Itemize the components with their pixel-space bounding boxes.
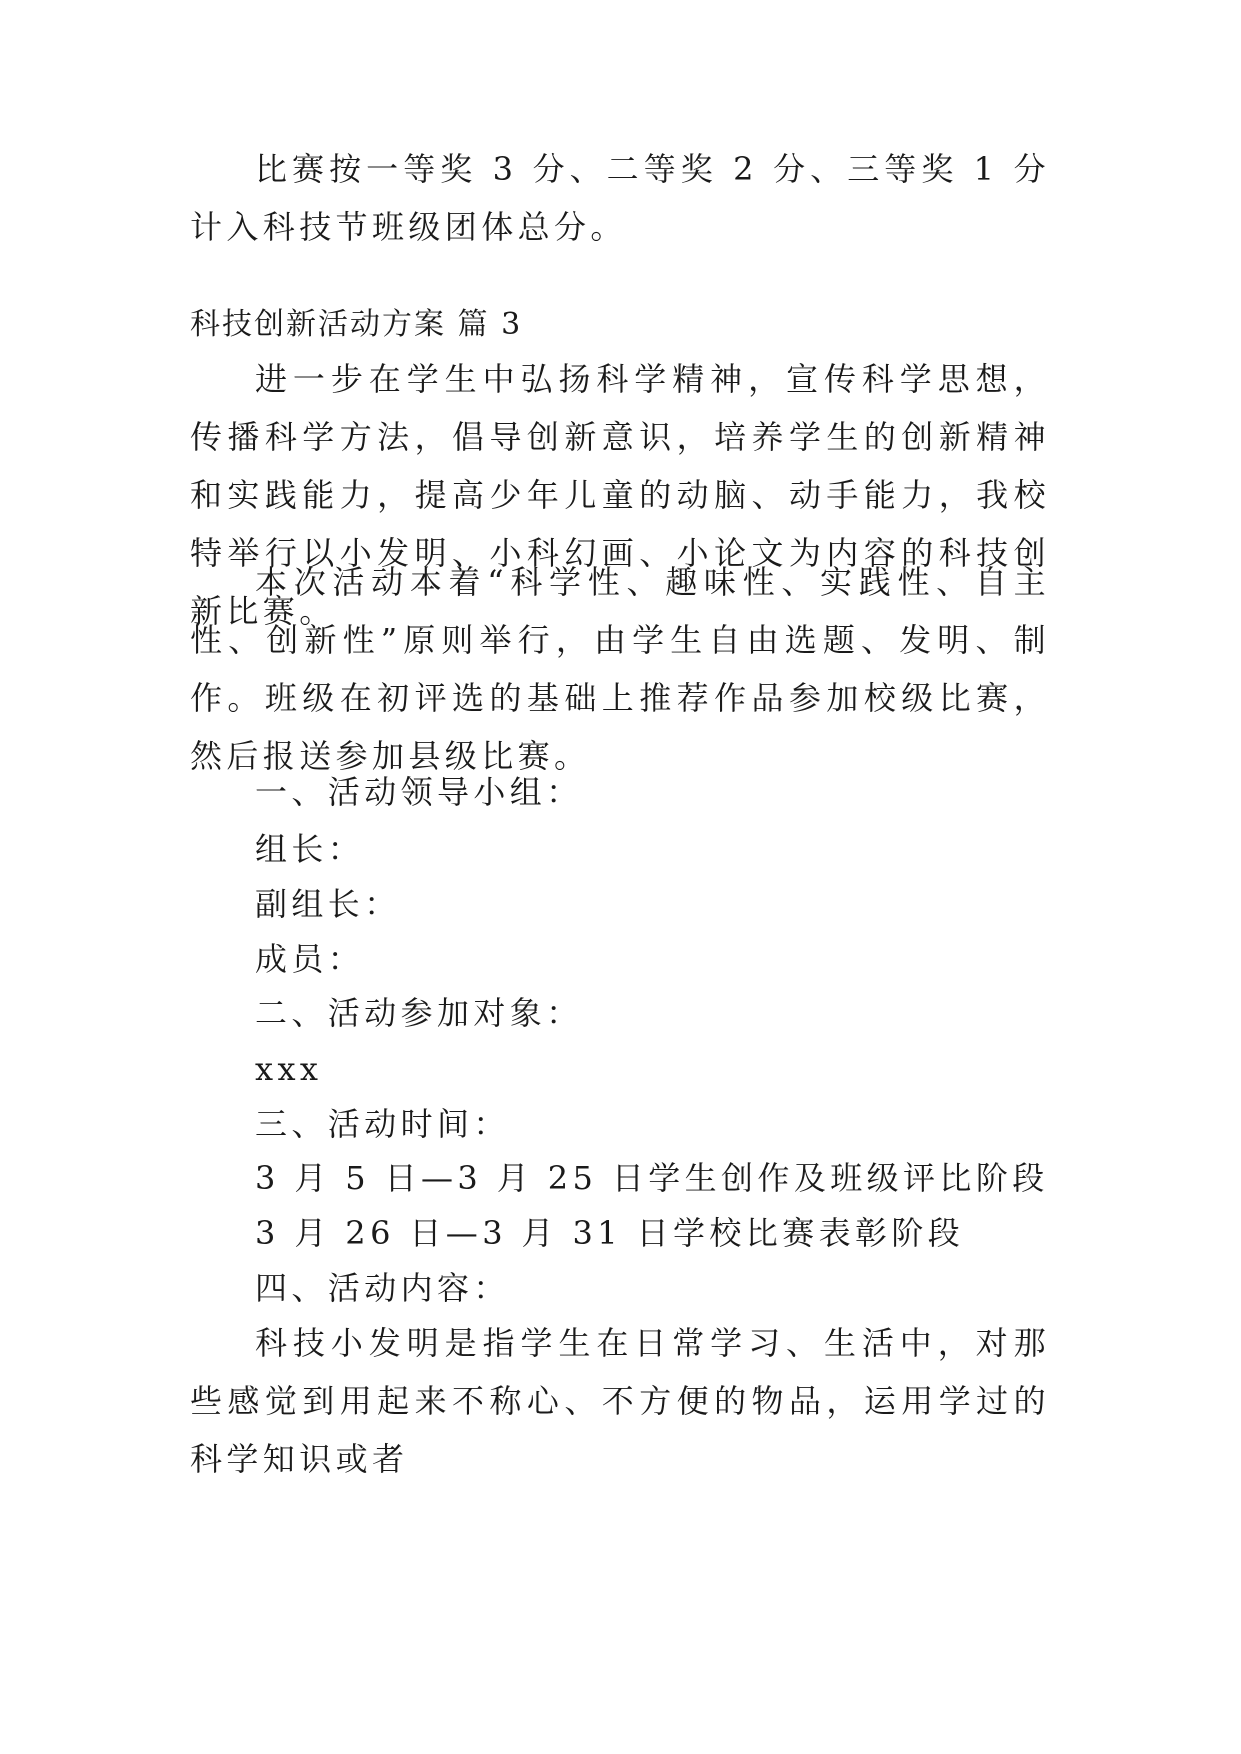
participants-heading: 二、活动参加对象： <box>255 994 583 1032</box>
content-heading: 四、活动内容： <box>255 1269 510 1307</box>
leader-line: 组长： <box>255 830 365 868</box>
scoring-paragraph: 比赛按一等奖 3 分、二等奖 2 分、三等奖 1 分计入科技节班级团体总分。 <box>190 150 1050 246</box>
participants-line: xxx <box>255 1050 323 1088</box>
intro-paragraph: 进一步在学生中弘扬科学精神，宣传科学思想，传播科学方法，倡导创新意识，培养学生的创新精神和实践能力，提高少年儿童的动脑、动手能力，我校特举行以小发明、小科幻画、小论文为内容的科技创新比赛。 <box>190 360 1050 630</box>
section-title: 科技创新活动方案 篇 3 <box>190 307 523 342</box>
deputy-leader-line: 副组长： <box>255 885 401 923</box>
time-phase-2: 3 月 26 日—3 月 31 日学校比赛表彰阶段 <box>255 1214 965 1252</box>
time-phase-1: 3 月 5 日—3 月 25 日学生创作及班级评比阶段 <box>255 1159 1049 1197</box>
leadership-heading: 一、活动领导小组： <box>255 773 583 811</box>
time-heading: 三、活动时间： <box>255 1105 510 1143</box>
principles-paragraph: 本次活动本着“科学性、趣味性、实践性、自主性、创新性”原则举行，由学生自由选题、发明、制作。班级在初评选的基础上推荐作品参加校级比赛，然后报送参加县级比赛。 <box>190 563 1050 775</box>
members-line: 成员： <box>255 940 365 978</box>
content-paragraph: 科技小发明是指学生在日常学习、生活中，对那些感觉到用起来不称心、不方便的物品，运用学过的科学知识或者 <box>190 1324 1050 1478</box>
